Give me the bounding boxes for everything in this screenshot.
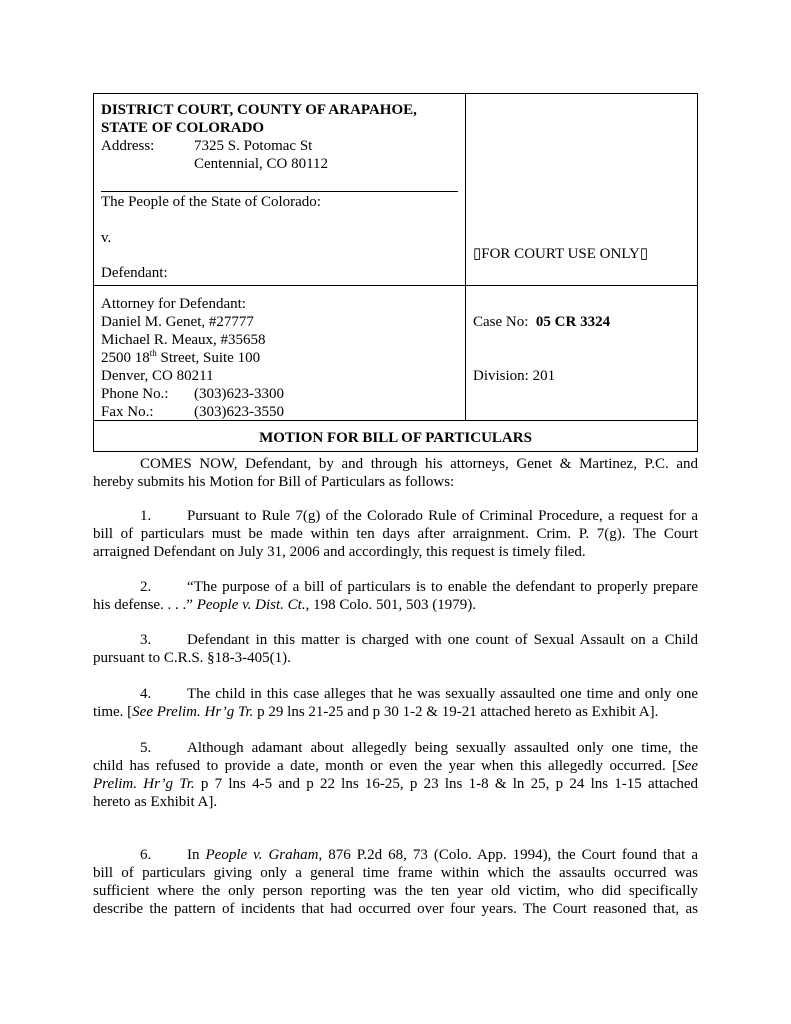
address-street: 7325 S. Potomac St [194,138,313,154]
defendant-label: Defendant: [101,265,168,281]
address-label: Address: [101,138,155,154]
case-number-row [473,313,610,331]
court-name [101,101,417,137]
paragraph-1: 1. Pursuant to Rule 7(g) of the Colorado Rule of Criminal Procedure, a request for a bill of particulars must be made within ten days after arraignment. Crim. P. 7(g). The Court arraigned Defendant on July 31, 2006 and accordingly, this request is timely filed. [93,508,698,560]
document-title: MOTION FOR BILL OF PARTICULARS [259,430,532,446]
plaintiff-name: The People of the State of Colorado: [101,194,321,210]
case-number: 05 CR 3324 [535,314,611,330]
paragraph-3: 3. Defendant in this matter is charged with one count of Sexual Assault on a Child pursuant to C.R.S. §18-3-405(1). [93,632,698,666]
address-city: Centennial, CO 80112 [194,156,329,172]
attorney-city: Denver, CO 80211 [101,368,214,384]
attorney-fax [101,403,284,421]
attorney-name-2: Michael R. Meaux, #35658 [101,332,266,348]
paragraph-4: 4. The child in this case alleges that he was sexually assaulted one time and only one time. [See Prelim. Hr’g Tr. p 29 lns 21-25 and p 30 1-2 & 19-21 attached hereto as Exhibit A]. [93,686,698,720]
caption-divider-1 [94,285,697,286]
case-caption-box [93,93,698,452]
court-address-line2 [101,155,328,173]
caption-vertical-divider [465,94,466,421]
division: Division: 201 [473,368,556,384]
court-address-line1 [101,137,312,155]
paragraph-5: 5. Although adamant about allegedly being sexually assaulted only one time, the child has refused to provide a date, month or even the year when this allegedly occurred. [See Prelim. Hr’g Tr. p 7 lns 4-5 and p 22 lns 16-25, p 23 lns 1-8 & ln 25, p 24 lns 1-15 attached hereto as Exhibit A]. [93,740,698,810]
attorney-name-1: Daniel M. Genet, #27777 [101,314,254,330]
intro-paragraph: COMES NOW, Defendant, by and through his attorneys, Genet & Martinez, P.C. and hereby submits his Motion for Bill of Particulars as follows: [93,456,698,490]
fax-label: Fax No.: [101,404,154,420]
paragraph-6: 6. In People v. Graham, 876 P.2d 68, 73 (Colo. App. 1994), the Court found that a bill of particulars giving only a general time frame within which the assaults occurred was sufficient where the only person reporting was the ten year old victim, who did specifically describe the pattern of incidents that had occurred over four years. The Court reasoned that, as [93,847,698,917]
phone-number: (303)623-3300 [194,386,284,402]
versus-label: v. [101,230,112,246]
attorney-heading: Attorney for Defendant: [101,296,246,312]
court-name-line2: STATE OF COLORADO [101,120,265,136]
attorney-street: 2500 18th Street, Suite 100 [101,348,261,366]
attorney-phone [101,385,284,403]
paragraph-2: 2. “The purpose of a bill of particulars is to enable the defendant to properly prepare his defense. . . .” People v. Dist. Ct., 198 Colo. 501, 503 (1979). [93,579,698,613]
court-name-line1: DISTRICT COURT, COUNTY OF ARAPAHOE, [101,102,417,118]
case-number-label: Case No: [473,314,529,330]
court-use-only-label: ▯FOR COURT USE ONLY▯ [473,246,649,262]
phone-label: Phone No.: [101,386,169,402]
fax-number: (303)623-3550 [194,404,284,420]
